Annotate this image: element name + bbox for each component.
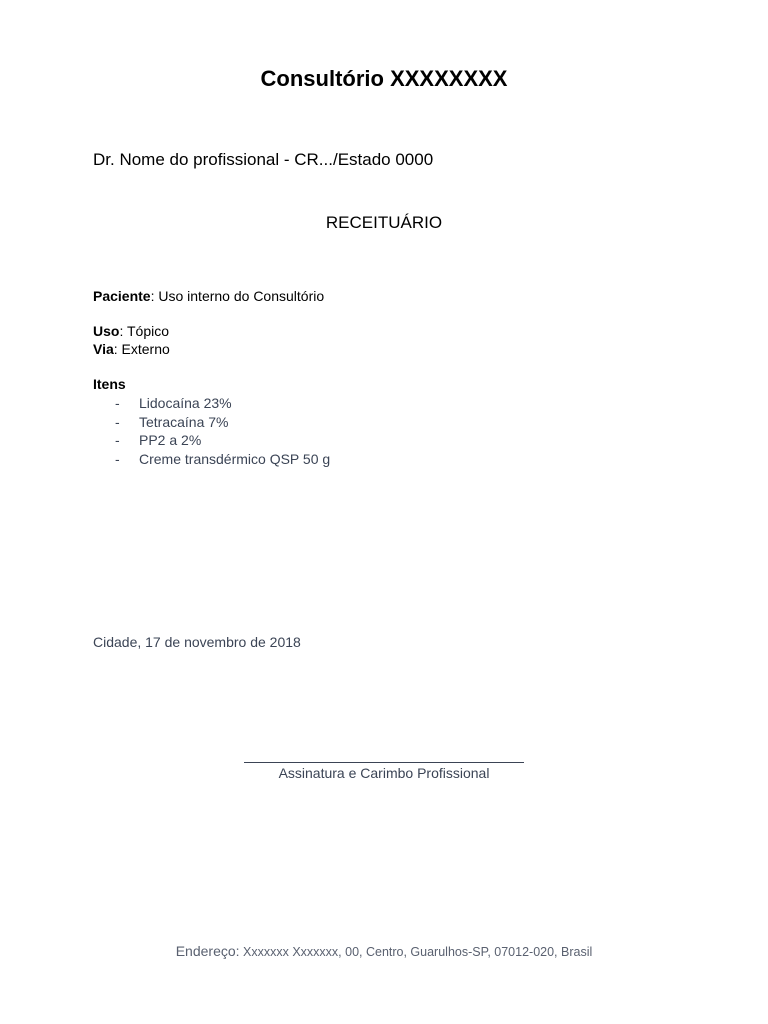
patient-label: Paciente (93, 288, 151, 304)
items-heading: Itens (93, 376, 126, 392)
uso-field (93, 323, 169, 339)
list-item-text: Lidocaína 23% (139, 395, 232, 411)
patient-value: : Uso interno do Consultório (150, 288, 325, 304)
doctor-line: Dr. Nome do profissional - CR.../Estado 0000 (93, 150, 434, 169)
uso-label: Uso (93, 323, 120, 339)
signature-line (244, 762, 524, 763)
list-item-text: Tetracaína 7% (139, 413, 229, 430)
address-text: Xxxxxxx Xxxxxxx, 00, Centro, Guarulhos-SP, 07012-020, Brasil (239, 945, 593, 959)
list-bullet: - (115, 432, 120, 448)
address-label: Endereço: (175, 943, 240, 959)
document-type: RECEITUÁRIO (325, 213, 443, 232)
date-line: Cidade, 17 de novembro de 2018 (93, 634, 301, 650)
address-line (0, 943, 768, 961)
list-item-text: PP2 a 2% (139, 432, 202, 448)
via-value: : Externo (113, 341, 170, 357)
via-label: Via (93, 341, 114, 357)
signature-label: Assinatura e Carimbo Profissional (278, 765, 490, 781)
list-bullet: - (115, 395, 120, 411)
page-title: Consultório XXXXXXXX (260, 66, 508, 91)
uso-value: : Tópico (119, 323, 169, 339)
via-field (93, 341, 170, 357)
list-item-text: Creme transdérmico QSP 50 g (139, 450, 331, 467)
patient-field (93, 288, 324, 304)
list-bullet: - (115, 450, 120, 467)
list-bullet: - (115, 413, 120, 430)
